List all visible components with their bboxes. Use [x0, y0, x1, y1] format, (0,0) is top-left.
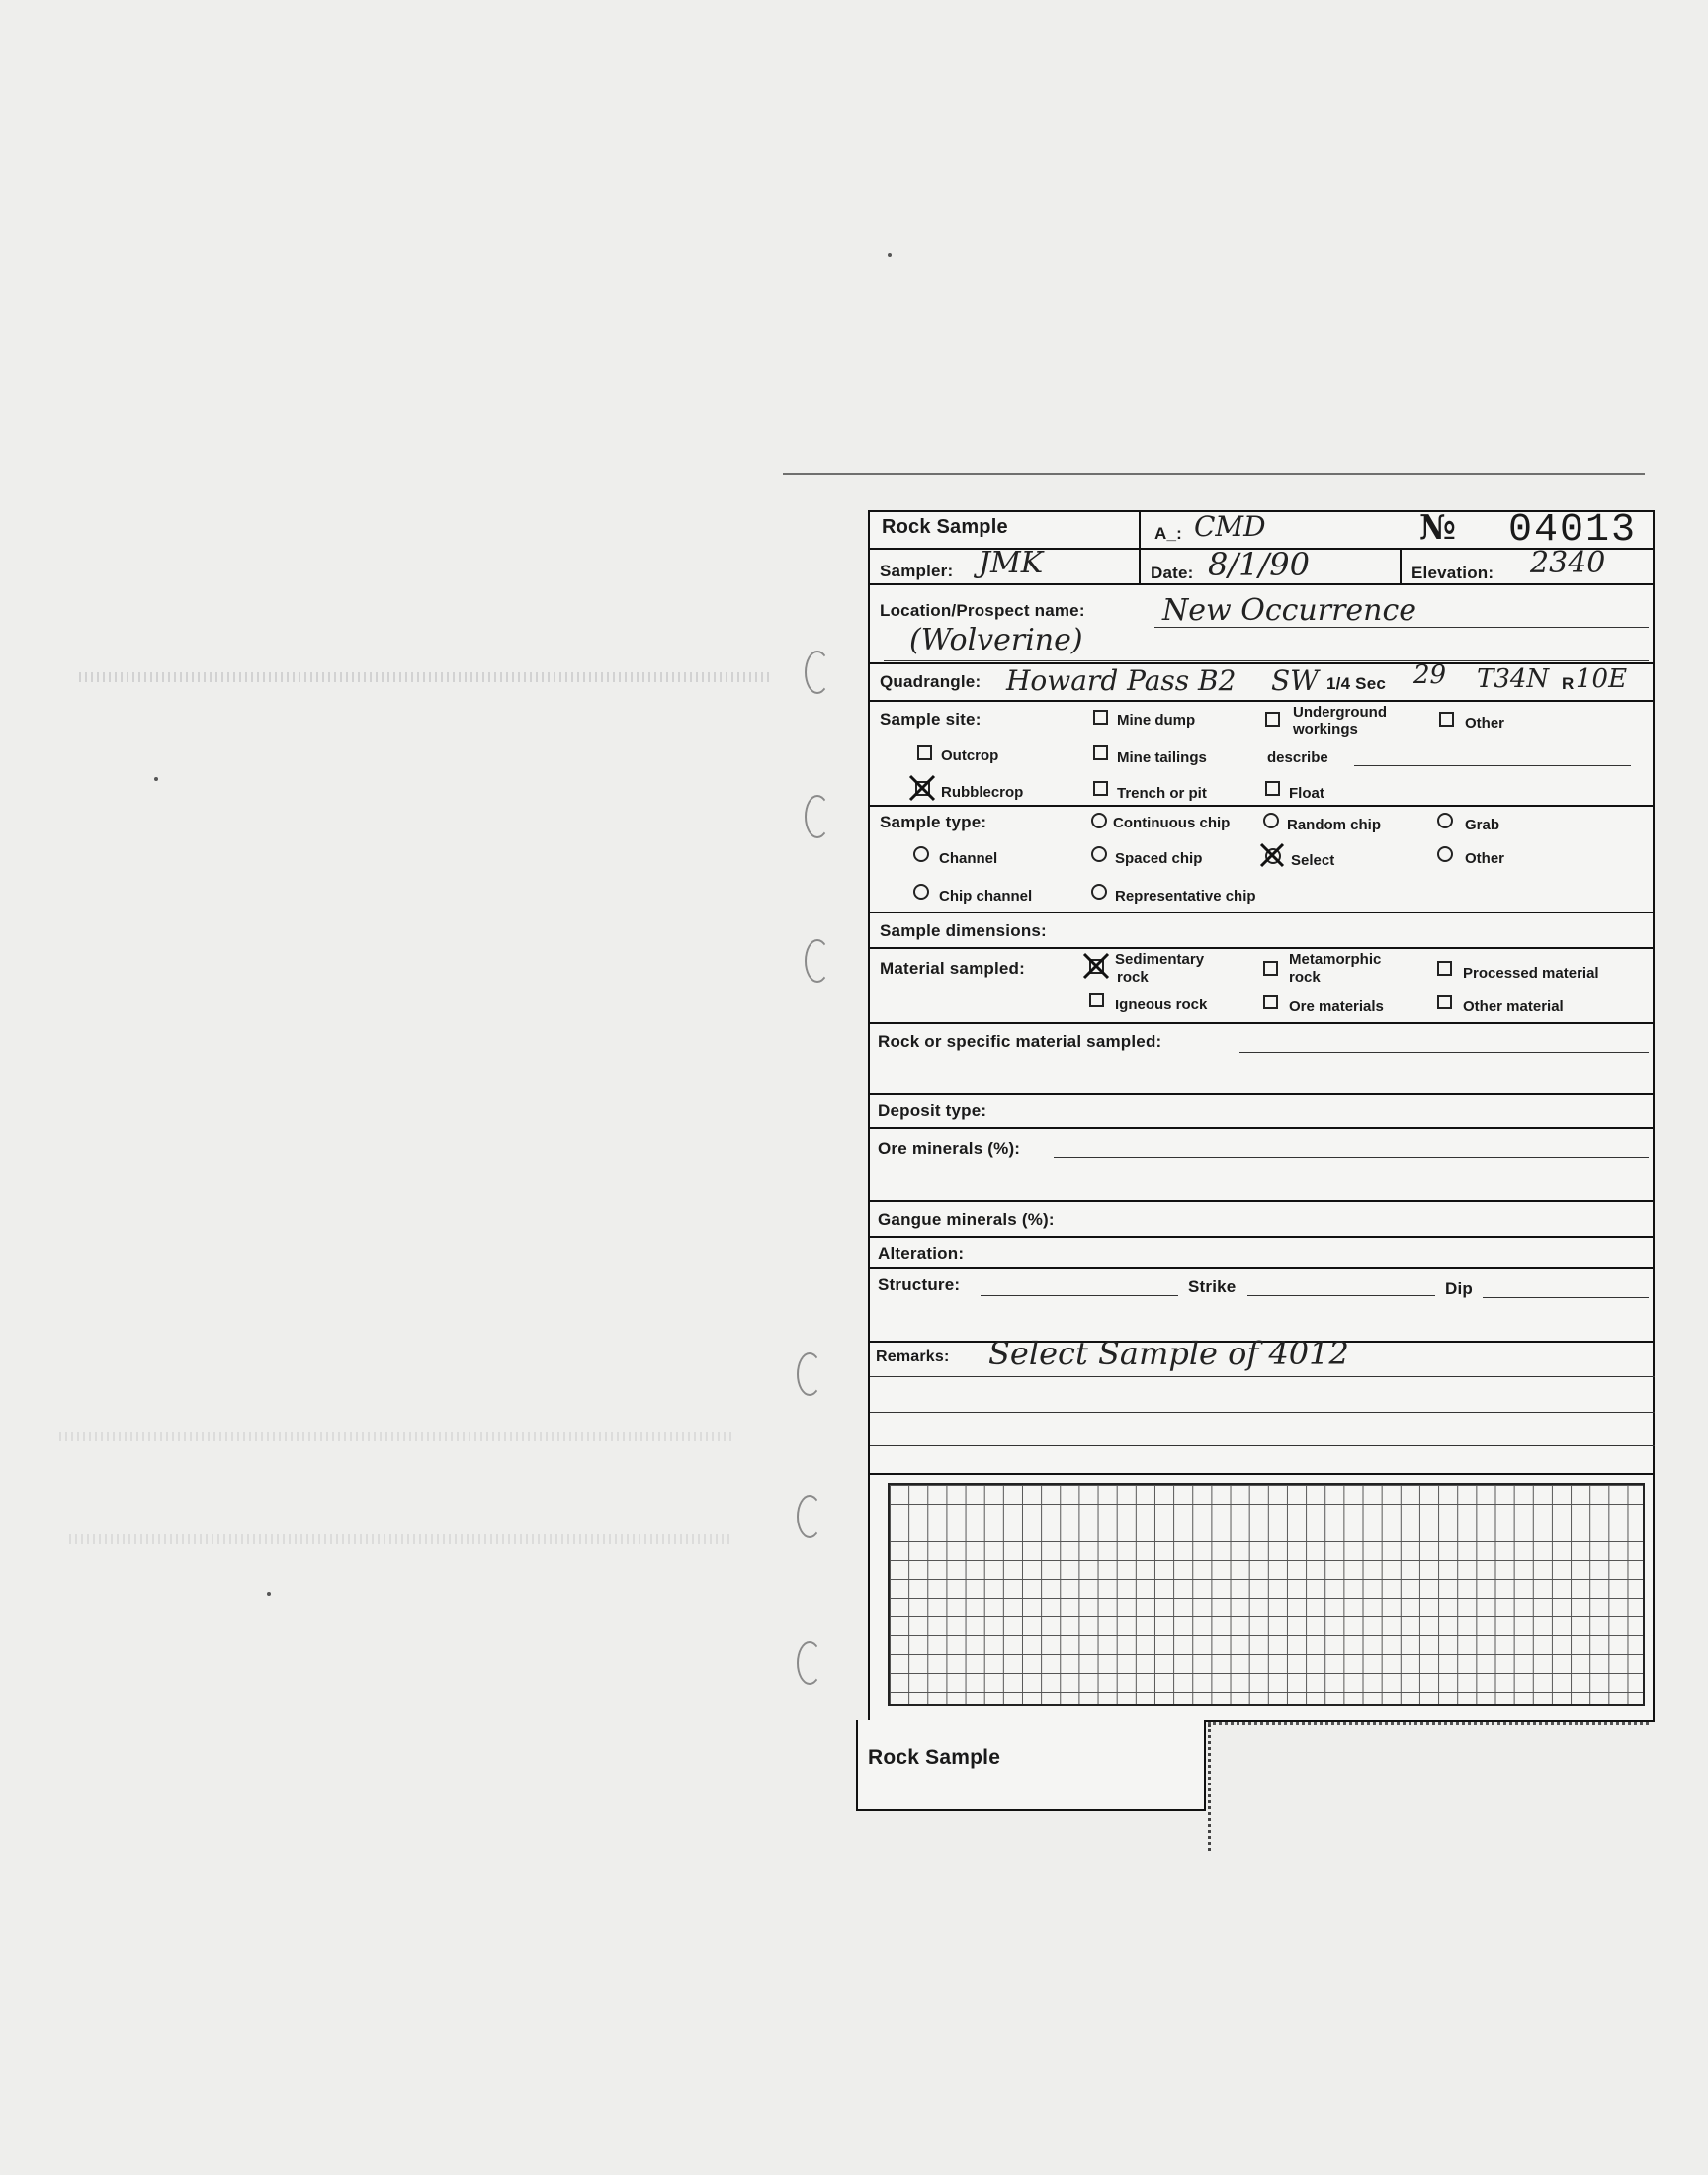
underground-label-line1: Underground — [1293, 704, 1387, 721]
sketch-grid[interactable] — [888, 1483, 1645, 1706]
other-material-label: Other material — [1463, 999, 1564, 1015]
divider — [870, 583, 1653, 585]
remarks-line — [870, 1376, 1655, 1377]
x-check-mark — [907, 773, 937, 803]
underground-checkbox[interactable] — [1265, 712, 1280, 727]
strike-line[interactable] — [1247, 1295, 1435, 1296]
processed-material-checkbox[interactable] — [1437, 961, 1452, 976]
metamorphic-label-line2: rock — [1289, 969, 1321, 986]
dip-line[interactable] — [1483, 1297, 1649, 1298]
mine-tailings-checkbox[interactable] — [1093, 745, 1108, 760]
quarter-value[interactable]: SW — [1271, 664, 1319, 697]
other-type-radio[interactable] — [1437, 846, 1453, 862]
spaced-chip-radio[interactable] — [1091, 846, 1107, 862]
rubblecrop-label: Rubblecrop — [941, 784, 1024, 801]
igneous-checkbox[interactable] — [1089, 993, 1104, 1007]
chip-channel-radio[interactable] — [913, 884, 929, 900]
sample-dimensions-label: Sample dimensions: — [880, 921, 1047, 940]
underground-label-line2: workings — [1293, 721, 1358, 738]
representative-chip-label: Representative chip — [1115, 888, 1256, 905]
binder-hole — [797, 1352, 822, 1396]
divider — [870, 1200, 1653, 1202]
sedimentary-label-line1: Sedimentary — [1115, 951, 1205, 968]
alteration-label: Alteration: — [878, 1244, 965, 1262]
metamorphic-checkbox[interactable] — [1263, 961, 1278, 976]
binder-hole — [797, 1495, 822, 1538]
divider — [870, 1267, 1653, 1269]
binder-hole — [805, 939, 830, 983]
channel-radio[interactable] — [913, 846, 929, 862]
random-chip-label: Random chip — [1287, 817, 1382, 833]
divider — [870, 947, 1653, 949]
divider — [870, 912, 1653, 914]
location-label: Location/Prospect name: — [880, 601, 1085, 620]
divider — [870, 1127, 1653, 1129]
deposit-type-label: Deposit type: — [878, 1101, 987, 1120]
ore-materials-label: Ore materials — [1289, 999, 1384, 1015]
representative-chip-radio[interactable] — [1091, 884, 1107, 900]
perforation-line — [1208, 1722, 1649, 1725]
grab-radio[interactable] — [1437, 813, 1453, 828]
other-material-checkbox[interactable] — [1437, 995, 1452, 1009]
remarks-line — [870, 1445, 1655, 1446]
outcrop-checkbox[interactable] — [917, 745, 932, 760]
other-site-checkbox[interactable] — [1439, 712, 1454, 727]
remarks-label: Remarks: — [876, 1348, 950, 1365]
elevation-value[interactable]: 2340 — [1530, 546, 1606, 580]
other-type-label: Other — [1465, 850, 1505, 867]
float-label: Float — [1289, 785, 1324, 802]
township-value[interactable]: T34N — [1477, 664, 1550, 694]
divider — [1400, 548, 1402, 583]
select-label: Select — [1291, 852, 1335, 869]
float-checkbox[interactable] — [1265, 781, 1280, 796]
ore-materials-checkbox[interactable] — [1263, 995, 1278, 1009]
binder-hole — [797, 1641, 822, 1685]
mine-dump-checkbox[interactable] — [1093, 710, 1108, 725]
remarks-line — [870, 1412, 1655, 1413]
scan-edge-line — [783, 473, 1645, 475]
quadrangle-label: Quadrangle: — [880, 672, 982, 691]
x-check-mark — [1257, 840, 1287, 870]
grab-label: Grab — [1465, 817, 1500, 833]
remarks-value[interactable]: Select Sample of 4012 — [988, 1335, 1349, 1372]
gangue-minerals-label: Gangue minerals (%): — [878, 1210, 1055, 1229]
describe-line[interactable] — [1354, 765, 1631, 766]
range-value[interactable]: 10E — [1576, 664, 1628, 694]
perforation-line — [1208, 1724, 1211, 1851]
describe-label: describe — [1267, 749, 1328, 766]
section-value[interactable]: 29 — [1413, 660, 1447, 690]
continuous-chip-radio[interactable] — [1091, 813, 1107, 828]
divider — [870, 1236, 1653, 1238]
scan-speck — [267, 1592, 271, 1596]
quarter-label: 1/4 Sec — [1326, 674, 1387, 693]
divider — [870, 1022, 1653, 1024]
sampler-label: Sampler: — [880, 562, 954, 580]
mine-dump-label: Mine dump — [1117, 712, 1196, 729]
binder-hole — [805, 795, 830, 838]
structure-line[interactable] — [981, 1295, 1178, 1296]
location-underline — [1154, 627, 1649, 628]
bleed-through-smudge — [69, 1534, 731, 1544]
continuous-chip-label: Continuous chip — [1113, 815, 1231, 831]
spaced-chip-label: Spaced chip — [1115, 850, 1203, 867]
location-underline — [884, 660, 1649, 661]
rock-specific-line[interactable] — [1239, 1052, 1649, 1053]
channel-label: Channel — [939, 850, 998, 867]
a-label: A_: — [1154, 524, 1182, 543]
random-chip-radio[interactable] — [1263, 813, 1279, 828]
sedimentary-label-line2: rock — [1117, 969, 1149, 986]
date-label: Date: — [1151, 564, 1194, 582]
mine-tailings-label: Mine tailings — [1117, 749, 1207, 766]
stub-title: Rock Sample — [868, 1746, 1001, 1769]
scan-speck — [154, 777, 158, 781]
trench-label: Trench or pit — [1117, 785, 1207, 802]
ore-minerals-line[interactable] — [1054, 1157, 1649, 1158]
date-value[interactable]: 8/1/90 — [1208, 546, 1310, 583]
sample-type-label: Sample type: — [880, 813, 987, 831]
bleed-through-smudge — [59, 1432, 731, 1441]
sample-number: 04013 — [1508, 508, 1638, 553]
number-mark: № — [1419, 508, 1456, 548]
structure-label: Structure: — [878, 1275, 961, 1294]
trench-checkbox[interactable] — [1093, 781, 1108, 796]
range-label: R — [1562, 674, 1575, 693]
chip-channel-label: Chip channel — [939, 888, 1033, 905]
divider — [870, 700, 1653, 702]
igneous-label: Igneous rock — [1115, 997, 1208, 1013]
metamorphic-label-line1: Metamorphic — [1289, 951, 1382, 968]
rock-specific-label: Rock or specific material sampled: — [878, 1032, 1162, 1051]
divider — [870, 1093, 1653, 1095]
location-value-line2[interactable]: (Wolverine) — [909, 623, 1083, 657]
material-sampled-label: Material sampled: — [880, 959, 1026, 978]
quadrangle-value[interactable]: Howard Pass B2 — [1006, 664, 1237, 697]
other-site-label: Other — [1465, 715, 1505, 732]
binder-hole — [805, 651, 830, 694]
divider — [870, 805, 1653, 807]
card-title: Rock Sample — [882, 516, 1008, 538]
sample-site-label: Sample site: — [880, 710, 982, 729]
rock-sample-card — [868, 510, 1655, 1722]
rock-sample-stub — [856, 1720, 1206, 1811]
outcrop-label: Outcrop — [941, 747, 999, 764]
bleed-through-smudge — [79, 672, 771, 682]
elevation-label: Elevation: — [1411, 564, 1494, 582]
scan-speck — [888, 253, 892, 257]
divider — [870, 1473, 1653, 1475]
location-value-line1[interactable]: New Occurrence — [1162, 593, 1417, 628]
a-value[interactable]: CMD — [1194, 510, 1266, 543]
sampler-value[interactable]: JMK — [979, 546, 1044, 580]
processed-material-label: Processed material — [1463, 965, 1599, 982]
dip-label: Dip — [1445, 1279, 1473, 1298]
ore-minerals-label: Ore minerals (%): — [878, 1139, 1021, 1158]
x-check-mark — [1081, 951, 1111, 981]
strike-label: Strike — [1188, 1277, 1237, 1296]
